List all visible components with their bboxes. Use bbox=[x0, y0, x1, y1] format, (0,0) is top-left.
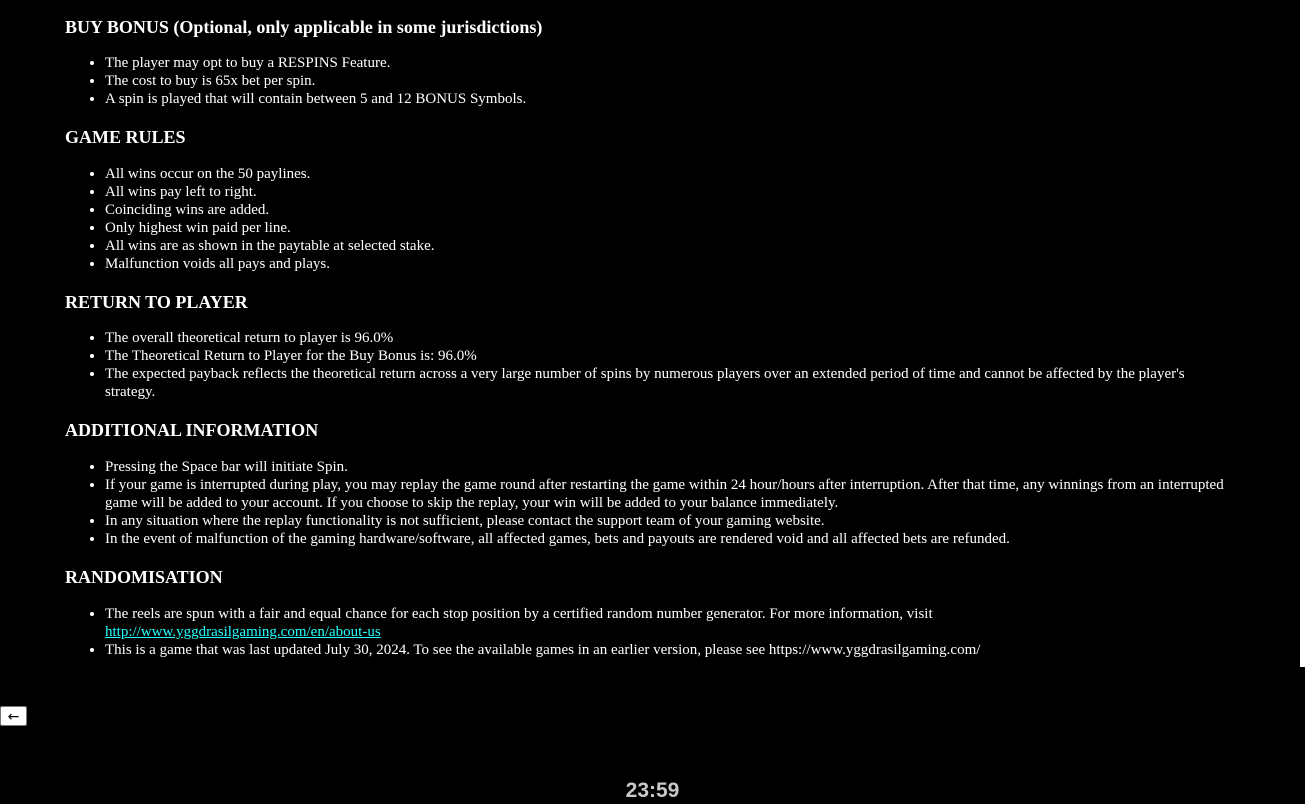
randomisation-text: The reels are spun with a fair and equal chance for each stop position by a certified random number generator. For more information, visit bbox=[105, 606, 933, 622]
list-item: • In the event of malfunction of the gaming hardware/software, all affected games, bets and payouts are rendered void and all affected bets are refunded. bbox=[105, 530, 1230, 548]
list-item: • Malfunction voids all pays and plays. bbox=[105, 255, 1230, 273]
list-item: • All wins pay left to right. bbox=[105, 183, 1230, 201]
list-item: • Coinciding wins are added. bbox=[105, 201, 1230, 219]
return-to-player-list bbox=[65, 329, 1230, 401]
list-item: • A spin is played that will contain between 5 and 12 BONUS Symbols. bbox=[105, 90, 1230, 108]
clock: 23:59 bbox=[625, 779, 680, 802]
section-heading-additional-information: ADDITIONAL INFORMATION bbox=[65, 420, 319, 440]
list-item: • If your game is interrupted during play, you may replay the game round after restarting the game within 24 hour/hours after interruption. After that time, any winnings from an interrupted game will be added to your account. If you choose to skip the replay, your win will be added to your balance immediately. bbox=[105, 476, 1230, 512]
list-item: • The Theoretical Return to Player for the Buy Bonus is: 96.0% bbox=[105, 347, 1230, 365]
list-item: • This is a game that was last updated July 30, 2024. To see the available games in an earlier version, please see https://www.yggdrasilgaming.com/ bbox=[105, 641, 1230, 659]
list-item: • All wins are as shown in the paytable at selected stake. bbox=[105, 237, 1230, 255]
list-item: • The overall theoretical return to player is 96.0% bbox=[105, 329, 1230, 347]
section-heading-return-to-player: RETURN TO PLAYER bbox=[65, 292, 248, 312]
list-item: • The cost to buy is 65x bet per spin. bbox=[105, 72, 1230, 90]
additional-information-list bbox=[65, 458, 1230, 548]
randomisation-list bbox=[65, 605, 1230, 659]
list-item: • Only highest win paid per line. bbox=[105, 219, 1230, 237]
list-item: • Pressing the Space bar will initiate Spin. bbox=[105, 458, 1230, 476]
list-item: • The expected payback reflects the theoretical return across a very large number of spins by numerous players over an extended period of time and cannot be affected by the player's strategy. bbox=[105, 365, 1230, 401]
scrollbar[interactable] bbox=[1300, 0, 1305, 667]
list-item: • In any situation where the replay functionality is not sufficient, please contact the support team of your gaming website. bbox=[105, 512, 1230, 530]
rules-content bbox=[65, 0, 1230, 659]
game-rules-list bbox=[65, 165, 1230, 273]
buy-bonus-list bbox=[65, 54, 1230, 108]
section-heading-randomisation: RANDOMISATION bbox=[65, 567, 223, 587]
section-heading-buy-bonus: BUY BONUS (Optional, only applicable in some jurisdictions) bbox=[65, 17, 543, 37]
list-item bbox=[105, 605, 1230, 641]
back-button[interactable]: ← bbox=[0, 706, 27, 726]
list-item: • All wins occur on the 50 paylines. bbox=[105, 165, 1230, 183]
section-heading-game-rules: GAME RULES bbox=[65, 127, 186, 147]
list-item: • The player may opt to buy a RESPINS Feature. bbox=[105, 54, 1230, 72]
about-us-link[interactable]: http://www.yggdrasilgaming.com/en/about-us bbox=[105, 624, 381, 640]
